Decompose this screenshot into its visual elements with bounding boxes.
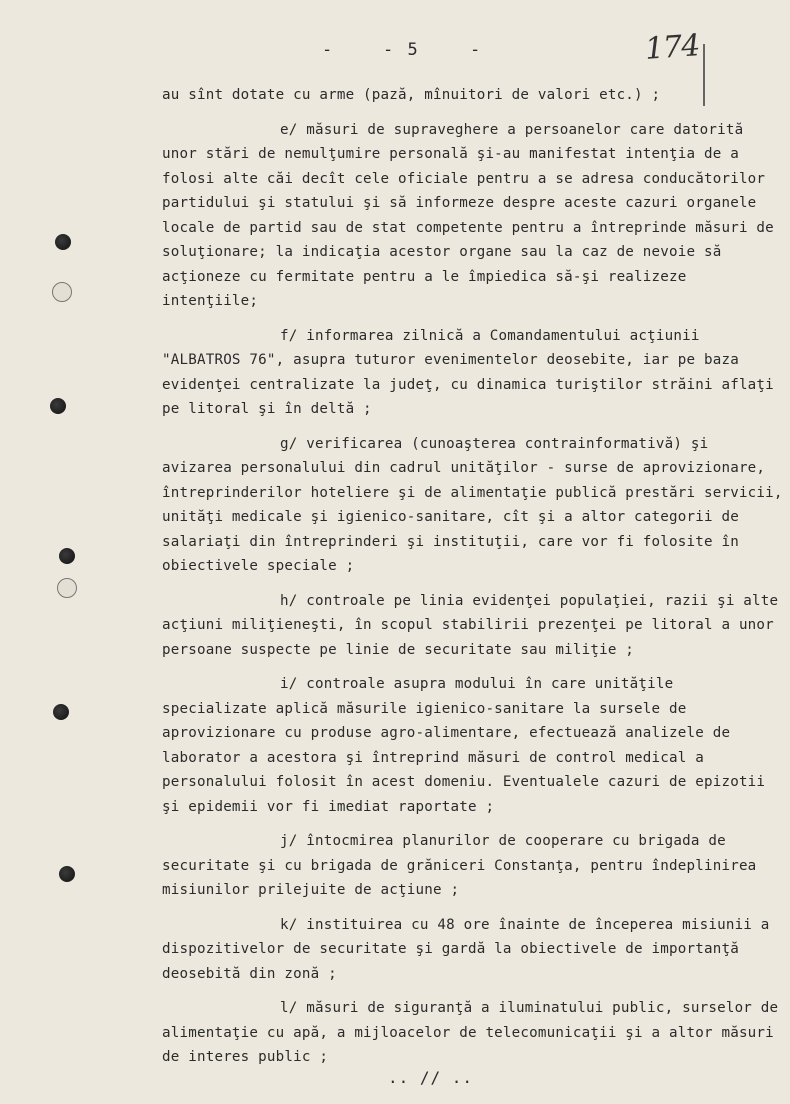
paragraph-e (162, 118, 784, 314)
paragraph-k-text: k/ instituirea cu 48 ore înainte de începerea misiunii a dispozitivelor de securitate şi gardă la obiectivele de importanţă deosebită din zonă ; (162, 916, 770, 982)
paragraph-g (162, 432, 784, 579)
paragraph-l-text: l/ măsuri de siguranţă a iluminatului public, surselor de alimentaţie cu apă, a mijloacelor de telecomunicaţii şi a altor măsuri de interes public ; (162, 1000, 779, 1065)
paragraph-l (162, 996, 784, 1070)
binder-hole-icon (50, 398, 66, 414)
paragraph-e-text: e/ măsuri de supraveghere a persoanelor care datorită unor stări de nemulţumire personală şi-au manifestat intenţia de a folosi alte căi decît cele oficiale pentru a se adresa conducătorilor partidului şi statului şi să informeze despre aceste cazuri organele locale de partid sau de stat competente pentru a întreprinde măsuri de soluţionare; la indicaţia acestor organe sau la caz de nevoie să acţioneze cu fermitate pentru a le împiedica să-şi realizeze intenţiile; (162, 121, 774, 309)
paragraph-g-text: g/ verificarea (cunoaşterea contrainformativă) şi avizarea personalului din cadrul unităţilor - surse de aprovizionare, întreprinderilor hoteliere şi de alimentaţie publică prestări servicii, unităţi medicale şi igienico-sanitare, cît şi a altor categorii de salariaţi din întreprinderi şi instituţii, care vor fi folosite în obiectivele speciale ; (162, 435, 783, 574)
paragraph-j (162, 829, 784, 903)
binder-ring-icon (52, 282, 72, 302)
paragraph-h (162, 589, 784, 663)
page-footer-continuation: .. // .. (388, 1068, 474, 1087)
header-dash-right: - (470, 40, 483, 60)
paragraph-k (162, 913, 784, 987)
binder-hole-icon (55, 234, 71, 250)
page-number: - 5 (383, 40, 420, 60)
handwritten-folio-number: 174 (643, 28, 701, 67)
paragraph-j-text: j/ întocmirea planurilor de cooperare cu brigada de securitate şi cu brigada de grăniceri Constanţa, pentru îndeplinirea misiunilor prilejuite de acţiune ; (162, 833, 757, 898)
binder-hole-icon (59, 548, 75, 564)
paragraph-i (162, 672, 784, 819)
document-body (162, 83, 784, 1080)
paragraph-f (162, 324, 784, 422)
binder-ring-icon (57, 578, 77, 598)
header-dash-left: - (322, 40, 335, 60)
binder-hole-icon (59, 866, 75, 882)
paragraph-f-text: f/ informarea zilnică a Comandamentului acţiunii "ALBATROS 76", asupra tuturor evenimentelor deosebite, iar pe baza evidenţei centralizate la judeţ, cu dinamica turiştilor străini aflaţi pe litoral şi în deltă ; (162, 327, 774, 417)
paragraph-i-text: i/ controale asupra modului în care unităţile specializate aplică măsurile igienico-sanitare la sursele de aprovizionare cu produse agro-alimentare, efectuează analizele de laborator a acestora şi întreprind măsuri de control medical a personalului folosit în acest domeniu. Eventualele cazuri de epizotii şi epidemii vor fi imediat raportate ; (162, 676, 766, 815)
binder-hole-icon (53, 704, 69, 720)
paragraph-h-text: h/ controale pe linia evidenţei populaţiei, razii şi alte acţiuni miliţieneşti, în scopul stabilirii prezenţei pe litoral a unor persoane suspecte pe linie de securitate sau miliţie ; (162, 592, 779, 658)
paragraph-continuation: au sînt dotate cu arme (pază, mînuitori de valori etc.) ; (162, 87, 661, 103)
